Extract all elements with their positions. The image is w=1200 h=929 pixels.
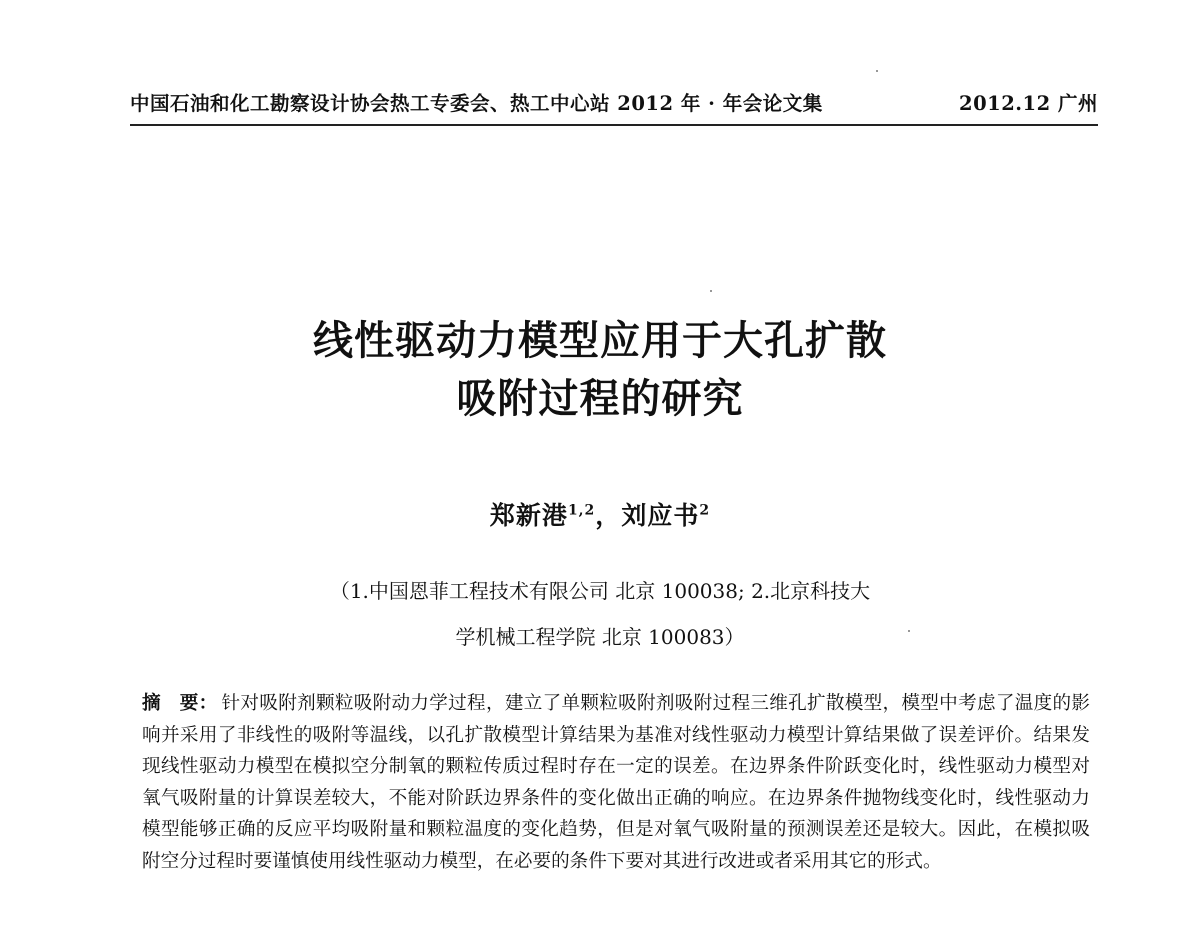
affiliation-line-2: 学机械工程学院 北京 100083） [455,625,745,649]
running-header [130,88,1098,116]
header-rule [130,124,1098,126]
author-1-affiliation: 1,2 [567,502,596,519]
affiliation-line-1: （1.中国恩菲工程技术有限公司 北京 100038; 2.北京科技大 [329,579,871,603]
conference-name: 中国石油和化工勘察设计协会热工专委会、热工中心站 2012 年 · 年会论文集 [130,92,823,115]
affiliations [0,568,1200,660]
author-2: 刘应书 [621,501,700,530]
author-list [0,496,1200,532]
abstract [142,688,1090,878]
scan-speck [908,630,910,632]
author-1: 郑新港 [489,501,568,530]
author-separator: ， [595,501,622,530]
scan-speck [876,70,878,72]
date-place: 2012.12 广州 [959,92,1098,115]
author-2-affiliation: 2 [699,502,711,519]
abstract-text: 针对吸附剂颗粒吸附动力学过程，建立了单颗粒吸附剂吸附过程三维孔扩散模型，模型中考虑了温度的影响并采用了非线性的吸附等温线，以孔扩散模型计算结果为基准对线性驱动力模型计算结果做了误差评价。结果发现线性驱动力模型在模拟空分制氧的颗粒传质过程时存在一定的误差。在边界条件阶跃变化时，线性驱动力模型对氧气吸附量的计算误差较大，不能对阶跃边界条件的变化做出正确的响应。在边界条件抛物线变化时，线性驱动力模型能够正确的反应平均吸附量和颗粒温度的变化趋势，但是对氧气吸附量的预测误差还是较大。因此，在模拟吸附空分过程时要谨慎使用线性驱动力模型，在必要的条件下要对其进行改进或者采用其它的形式。 [142,693,1090,872]
title-line-1: 线性驱动力模型应用于大孔扩散 [313,318,887,364]
title-line-2: 吸附过程的研究 [456,376,744,422]
paper-title [0,312,1200,428]
scan-speck [710,290,712,292]
abstract-label: 摘 要： [142,693,218,714]
